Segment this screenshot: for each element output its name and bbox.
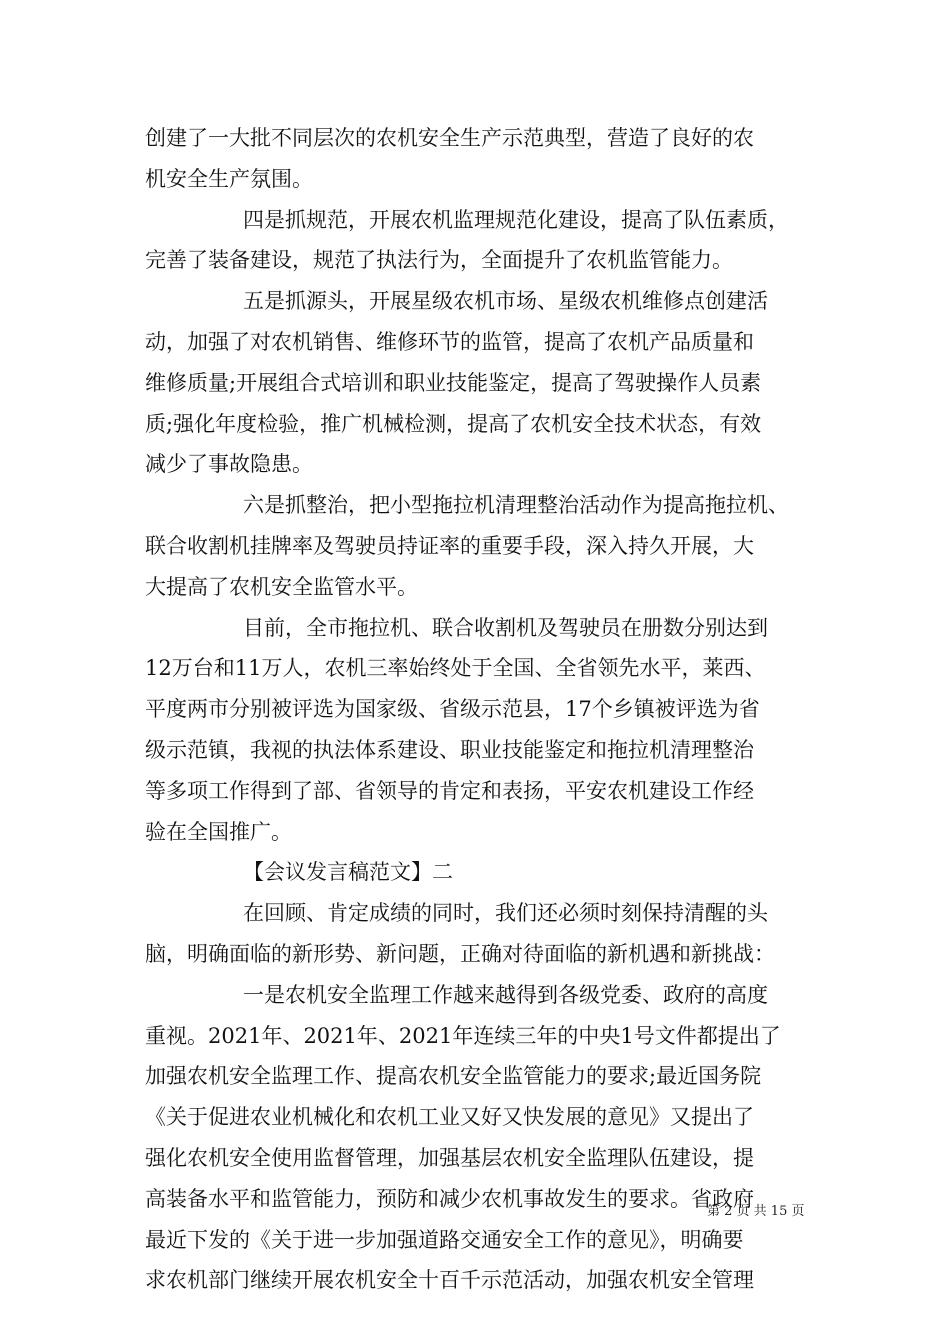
text-line: 质;强化年度检验，推广机械检测，提高了农机安全技术状态，有效 [145,411,762,436]
text-line: 机安全生产氛围。 [145,166,313,191]
text-line: 验在全国推广。 [145,819,292,844]
text-line: 大提高了农机安全监管水平。 [145,574,418,599]
section-heading: 【会议发言稿范文】二 [243,860,453,885]
text-line: 《关于促进农业机械化和农机工业又好又快发展的意见》又提出了 [145,1105,754,1130]
text-line: 联合收割机挂牌率及驾驶员持证率的重要手段，深入持久开展，大 [145,533,754,558]
text-line: 高装备水平和监管能力，预防和减少农机事故发生的要求。省政府 [145,1186,754,1211]
text-line: 加强农机安全监理工作、提高农机安全监管能力的要求;最近国务院 [145,1064,762,1089]
paragraph-start-line: 一是农机安全监理工作越来越得到各级党委、政府的高度 [243,982,768,1007]
paragraph-start-line: 六是抓整治，把小型拖拉机清理整治活动作为提高拖拉机、 [243,493,789,518]
text-line: 重视。2021年、2021年、2021年连续三年的中央1号文件都提出了 [145,1023,781,1048]
text-line: 强化农机安全使用监督管理，加强基层农机安全监理队伍建设，提 [145,1145,754,1170]
text-line: 动，加强了对农机销售、维修环节的监管，提高了农机产品质量和 [145,329,754,354]
text-line: 创建了一大批不同层次的农机安全生产示范典型，营造了良好的农 [145,126,754,150]
text-line: 脑，明确面临的新形势、新问题，正确对待面临的新机遇和新挑战： [145,941,775,966]
paragraph-start-line: 在回顾、肯定成绩的同时，我们还必须时刻保持清醒的头 [243,901,768,926]
text-line: 最近下发的《关于进一步加强道路交通安全工作的意见》，明确要 [145,1227,744,1252]
text-line: 完善了装备建设，规范了执法行为，全面提升了农机监管能力。 [145,248,733,273]
text-line: 求农机部门继续开展农机安全十百千示范活动，加强农机安全管理 [145,1268,754,1293]
text-line: 平度两市分别被评选为国家级、省级示范县，17个乡镇被评选为省 [145,697,760,722]
text-line: 级示范镇，我视的执法体系建设、职业技能鉴定和拖拉机清理整治 [145,737,754,762]
paragraph-start-line: 四是抓规范，开展农机监理规范化建设，提高了队伍素质， [243,207,789,232]
page-number-footer: 第 2 页 共 15 页 [707,1204,805,1219]
paragraph-start-line: 目前，全市拖拉机、联合收割机及驾驶员在册数分别达到 [243,615,768,640]
text-line: 等多项工作得到了部、省领导的肯定和表扬，平安农机建设工作经 [145,778,754,803]
body-text [145,118,825,1301]
paragraph-start-line: 五是抓源头，开展星级农机市场、星级农机维修点创建活 [243,289,768,314]
text-line: 维修质量;开展组合式培训和职业技能鉴定，提高了驾驶操作人员素 [145,370,762,395]
text-line: 12万台和11万人，农机三率始终处于全国、全省领先水平，莱西、 [145,656,766,681]
text-line: 减少了事故隐患。 [145,452,313,477]
